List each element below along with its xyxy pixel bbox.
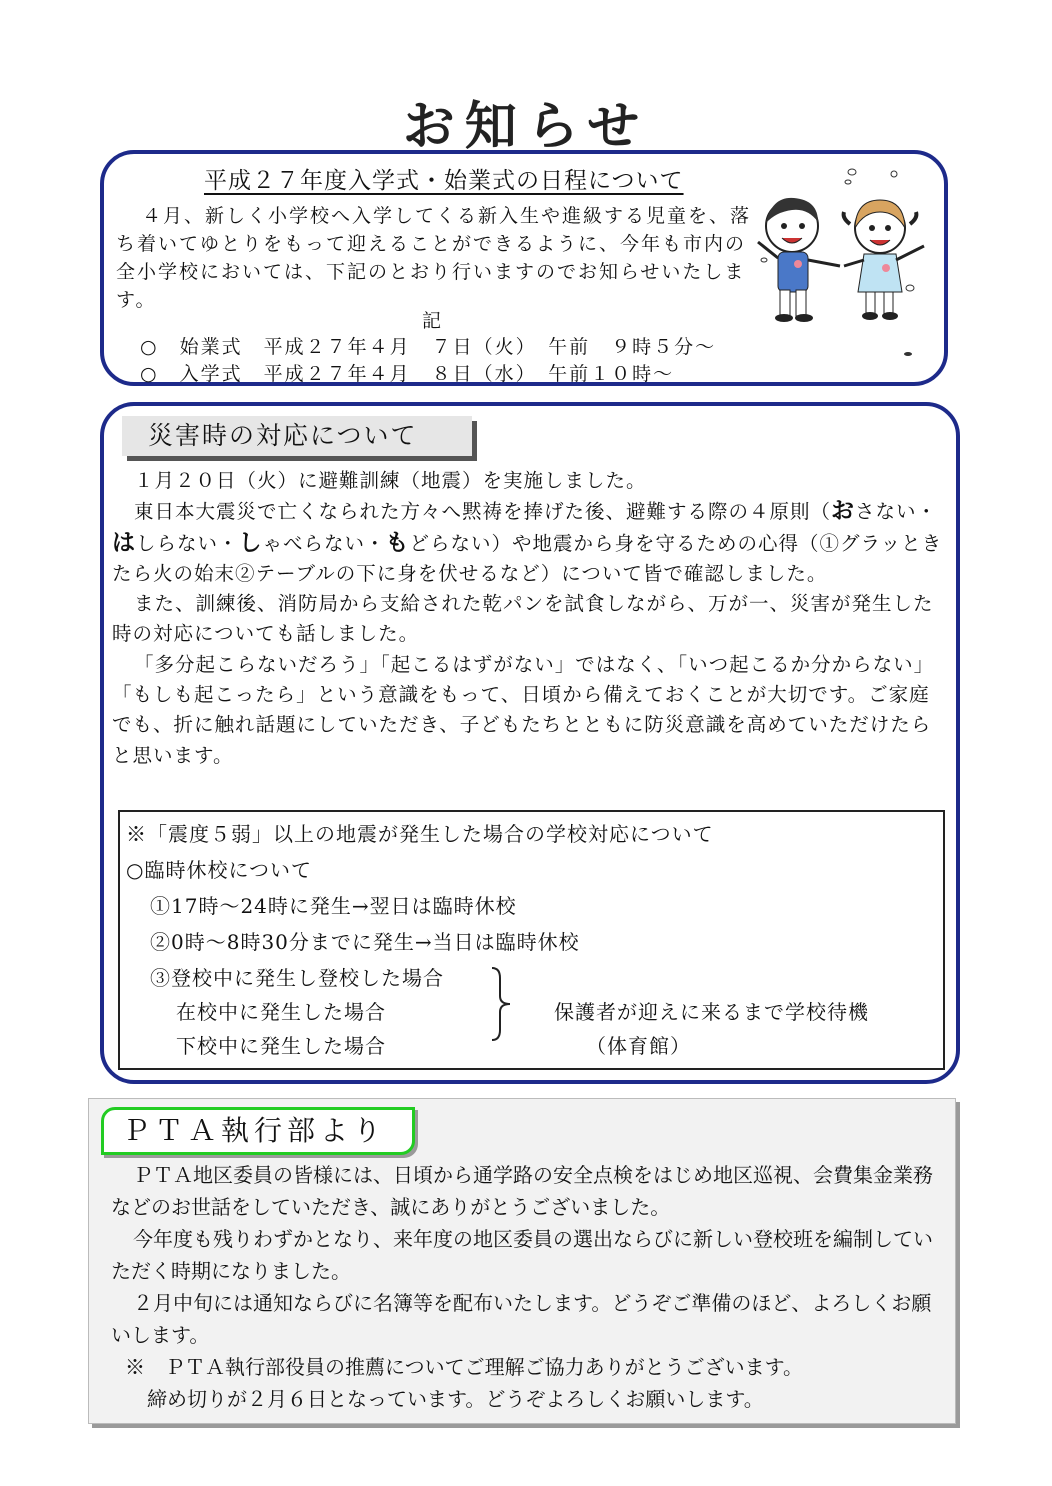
notice-subheading: ○臨時休校について [126, 858, 313, 882]
pta-paragraph-3: ２月中旬には通知ならびに名簿等を配布いたします。どうぞご準備のほど、よろしくお願いします。 [111, 1291, 932, 1347]
pta-box [88, 1098, 956, 1424]
notice-item-5: 下校中に発生した場合 [176, 1034, 386, 1058]
disaster-paragraph-2: 東日本大震災で亡くなられた方々へ黙祷を捧げた後、避難する際の４原則（おさない・はしらない・しゃべらない・もどらない）や地震から身を守るための心得（①グラッときたら火の始末②テーブルの下に身を伏せるなど）について皆で確認しました。 [112, 498, 943, 585]
disaster-heading: 災害時の対応について [122, 416, 472, 456]
notice-place: （体育館） [586, 1034, 691, 1058]
notice-result: 保護者が迎えに来るまで学校待機 [554, 1000, 869, 1024]
notice-item-1: ①17時～24時に発生→翌日は臨時休校 [150, 894, 517, 918]
earthquake-notice-box [118, 810, 945, 1070]
page-title: お知らせ [402, 97, 650, 157]
ceremony-heading: 平成２７年度入学式・始業式の日程について [204, 168, 684, 194]
disaster-paragraph-1: １月２０日（火）に避難訓練（地震）を実施しました。 [134, 469, 647, 492]
ceremony-paragraph: ４月、新しく小学校へ入学してくる新入生や進級する児童を、落ち着いてゆとりをもって迎えることができるように、今年も市内の全小学校においては、下記のとおり行いますのでお知らせいたします。 [116, 205, 752, 311]
children-illustration [752, 168, 932, 358]
disaster-response-box [100, 402, 960, 1084]
pta-paragraph-2: 今年度も残りわずかとなり、来年度の地区委員の選出ならびに新しい登校班を編制していただく時期になりました。 [111, 1227, 933, 1283]
disaster-body [112, 466, 950, 771]
schedule-opening-ceremony: ○ 始業式 平成２７年４月 ７日（火） 午前 ９時５分～ [140, 336, 717, 358]
pta-body [111, 1159, 951, 1415]
pta-paragraph-1: ＰＴＡ地区委員の皆様には、日頃から通学路の安全点検をはじめ地区巡視、会費集金業務などのお世話をしていただき、誠にありがとうございました。 [111, 1163, 933, 1219]
ki-label: 記 [422, 310, 442, 332]
pta-note-2: 締め切りが２月６日となっています。どうぞよろしくお願いします。 [147, 1387, 764, 1411]
pta-heading: ＰＴＡ執行部より [101, 1107, 415, 1155]
disaster-paragraph-3: また、訓練後、消防局から支給された乾パンを試食しながら、万が一、災害が発生した時の対応についても話しました。 [112, 592, 934, 646]
notice-title: ※「震度５弱」以上の地震が発生した場合の学校対応について [126, 822, 714, 846]
disaster-paragraph-4: 「多分起こらないだろう」「起こるはずがない」ではなく、「いつ起こるか分からない」「もしも起こったら」という意識をもって、日頃から備えておくことが大切です。ご家庭でも、折に触れ話題にしていただき、子どもたちとともに防災意識を高めていただけたらと思います。 [112, 652, 935, 767]
schedule-entrance-ceremony: ○ 入学式 平成２７年４月 ８日（水） 午前１０時～ [140, 363, 675, 385]
pta-note-1: ※ ＰＴＡ執行部役員の推薦についてご理解ご協力ありがとうございます。 [125, 1355, 803, 1379]
brace-icon [490, 966, 514, 1042]
notice-item-4: 在校中に発生した場合 [176, 1000, 386, 1024]
notice-item-3: ③登校中に発生し登校した場合 [150, 966, 444, 990]
notice-item-2: ②0時～8時30分までに発生→当日は臨時休校 [150, 930, 580, 954]
